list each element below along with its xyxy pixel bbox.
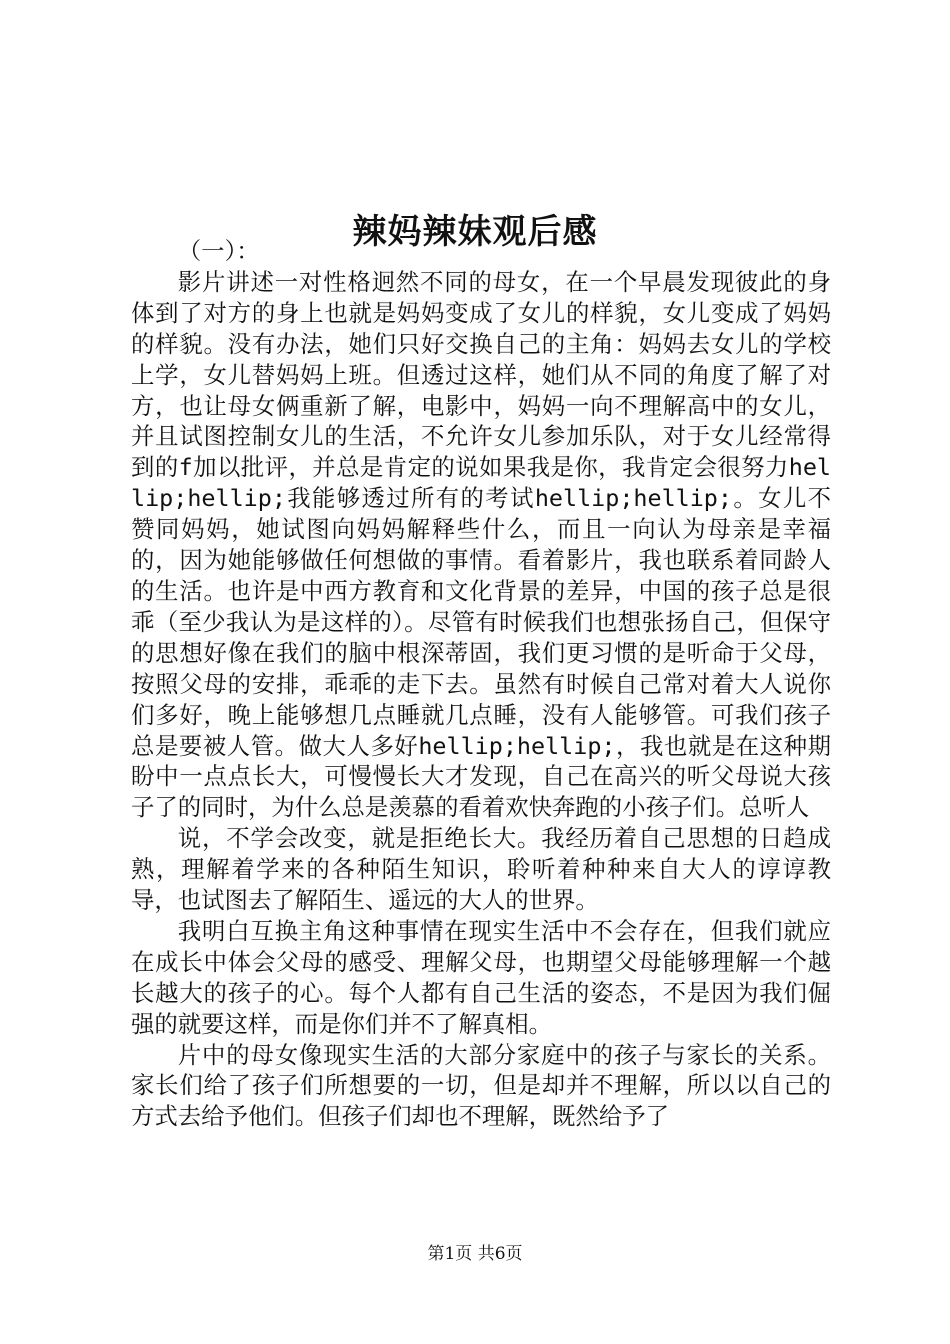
paragraph-1: 影片讲述一对性格迥然不同的母女，在一个早晨发现彼此的身体到了对方的身上也就是妈妈变成了女儿的样貌，女儿变成了妈妈的样貌。没有办法，她们只好交换自己的主角：妈妈去女儿的学校上学，女儿替妈妈上班。但透过这样，她们从不同的角度了解了对方，也让母女俩重新了解，电影中，妈妈一向不理解高中的女儿，并且试图控制女儿的生活，不允许女儿参加乐队，对于女儿经常得到的f加以批评，并总是肯定的说如果我是你，我肯定会很努力hellip;hellip;我能够透过所有的考试hellip;hellip;。女儿不赞同妈妈，她试图向妈妈解释些什么，而且一向认为母亲是幸福的，因为她能够做任何想做的事情。看着影片，我也联系着同龄人的生活。也许是中西方教育和文化背景的差异，中国的孩子总是很乖（至少我认为是这样的）。尽管有时候我们也想张扬自己，但保守的思想好像在我们的脑中根深蒂固，我们更习惯的是听命于父母，按照父母的安排，乖乖的走下去。虽然有时候自己常对着大人说你们多好，晚上能够想几点睡就几点睡，没有人能够管。可我们孩子总是要被人管。做大人多好hellip;hellip;，我也就是在这种期盼中一点点长大，可慢慢长大才发现，自己在高兴的听父母说大孩子了的同时，为什么总是羡慕的看着欢快奔跑的小孩子们。总听人 xyxy=(131,267,831,822)
document-title: 辣妈辣妹观后感 xyxy=(352,211,598,252)
document-body xyxy=(131,236,831,1132)
paragraph-2: 说，不学会改变，就是拒绝长大。我经历着自己思想的日趋成熟，理解着学来的各种陌生知识，聆听着种种来自大人的谆谆教导，也试图去了解陌生、遥远的大人的世界。 xyxy=(131,824,831,915)
page-number-footer: 第1页 共6页 xyxy=(427,1244,523,1264)
paragraph-3: 我明白互换主角这种事情在现实生活中不会存在，但我们就应在成长中体会父母的感受、理解父母，也期望父母能够理解一个越长越大的孩子的心。每个人都有自己生活的姿态，不是因为我们倔强的就要这样，而是你们并不了解真相。 xyxy=(131,916,831,1038)
paragraph-section-marker: （一）： xyxy=(177,237,260,265)
paragraph-4: 片中的母女像现实生活的大部分家庭中的孩子与家长的关系。家长们给了孩子们所想要的一切，但是却并不理解，所以以自己的方式去给予他们。但孩子们却也不理解，既然给予了 xyxy=(131,1040,831,1131)
